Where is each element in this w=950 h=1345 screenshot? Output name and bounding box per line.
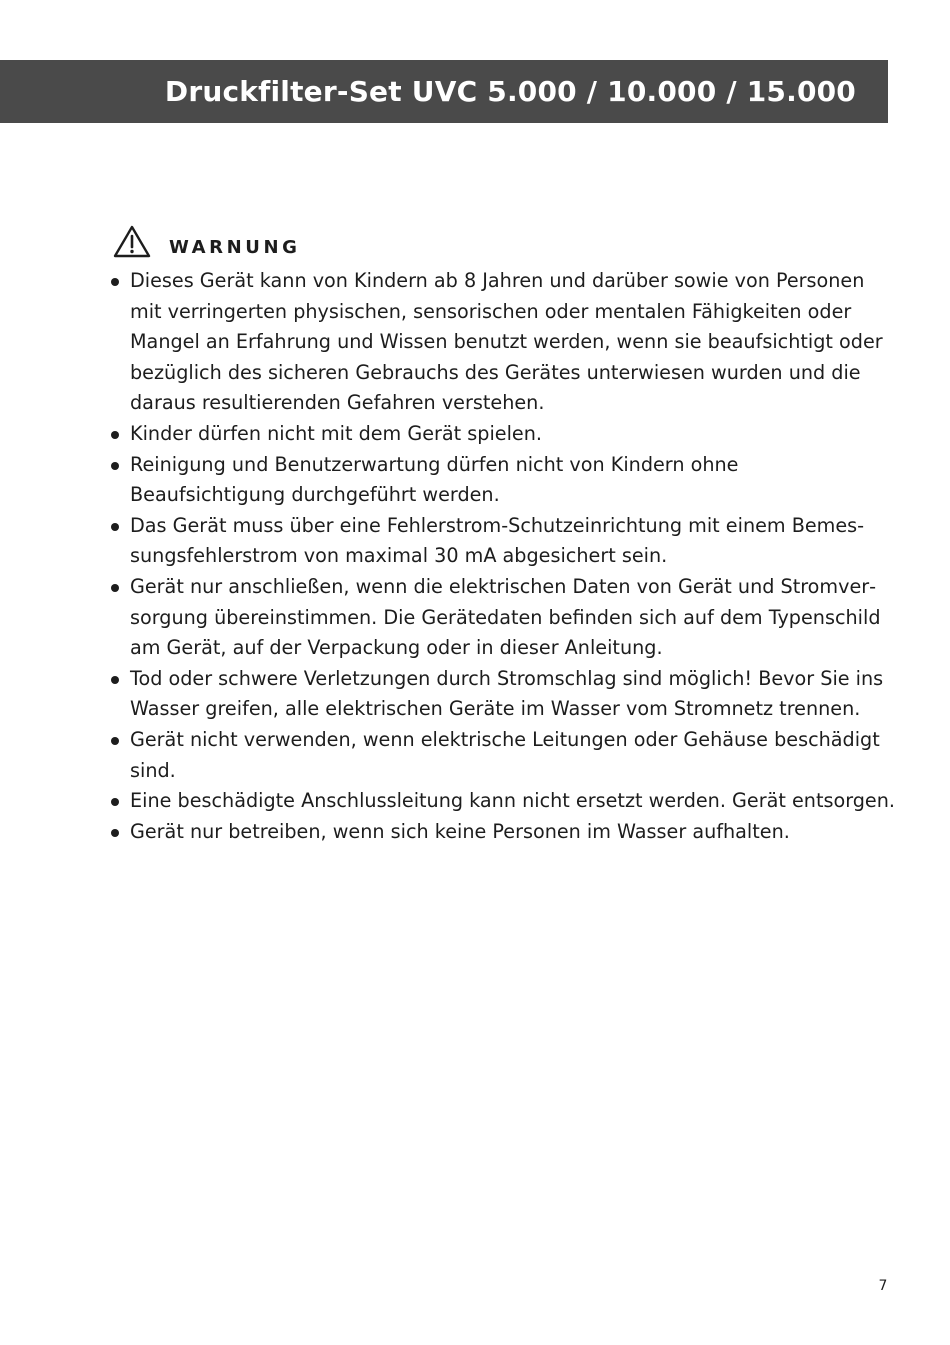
warning-list (108, 266, 898, 847)
warning-item: Tod oder schwere Verletzungen durch Stromschlag sind möglich! Bevor Sie ins Wasser greifen, alle elektrischen Geräte im Wasser vom Stromnetz trennen. (108, 664, 898, 725)
warning-item: Das Gerät muss über eine Fehlerstrom-Schutzeinrichtung mit einem Bemessungsfehlerstrom von maximal 30 mA abgesichert sein. (108, 511, 898, 572)
warning-item: Reinigung und Benutzerwartung dürfen nicht von Kindern ohne Beaufsichtigung durchgeführt werden. (108, 450, 898, 511)
page-number: 7 (878, 1278, 888, 1294)
header-bar (0, 60, 888, 123)
warning-item: Dieses Gerät kann von Kindern ab 8 Jahren und darüber sowie von Personen mit verringerten physischen, sensorischen oder mentalen Fähigkeiten oder Mangel an Erfahrung und Wissen benutzt werden, wenn sie beaufsichtigt oder bezüglich des sicheren Gebrauchs des Gerätes unterwiesen wurden und die daraus resultierenden Gefahren verstehen. (108, 266, 898, 419)
warning-triangle-icon (113, 225, 151, 258)
warning-item: Gerät nur betreiben, wenn sich keine Personen im Wasser aufhalten. (108, 817, 898, 848)
warning-item: Kinder dürfen nicht mit dem Gerät spielen. (108, 419, 898, 450)
warning-item: Gerät nur anschließen, wenn die elektrischen Daten von Gerät und Stromversorgung übereinstimmen. Die Gerätedaten befinden sich auf dem Typenschild am Gerät, auf der Verpackung oder in dieser Anleitung. (108, 572, 898, 664)
warning-item: Eine beschädigte Anschlussleitung kann nicht ersetzt werden. Gerät entsorgen. (108, 786, 898, 817)
warning-heading (113, 222, 301, 258)
warning-item: Gerät nicht verwenden, wenn elektrische Leitungen oder Gehäuse beschädigt sind. (108, 725, 898, 786)
page-title: Druckfilter-Set UVC 5.000 / 10.000 / 15.000 (164, 75, 856, 108)
warning-label: WARNUNG (169, 237, 301, 258)
